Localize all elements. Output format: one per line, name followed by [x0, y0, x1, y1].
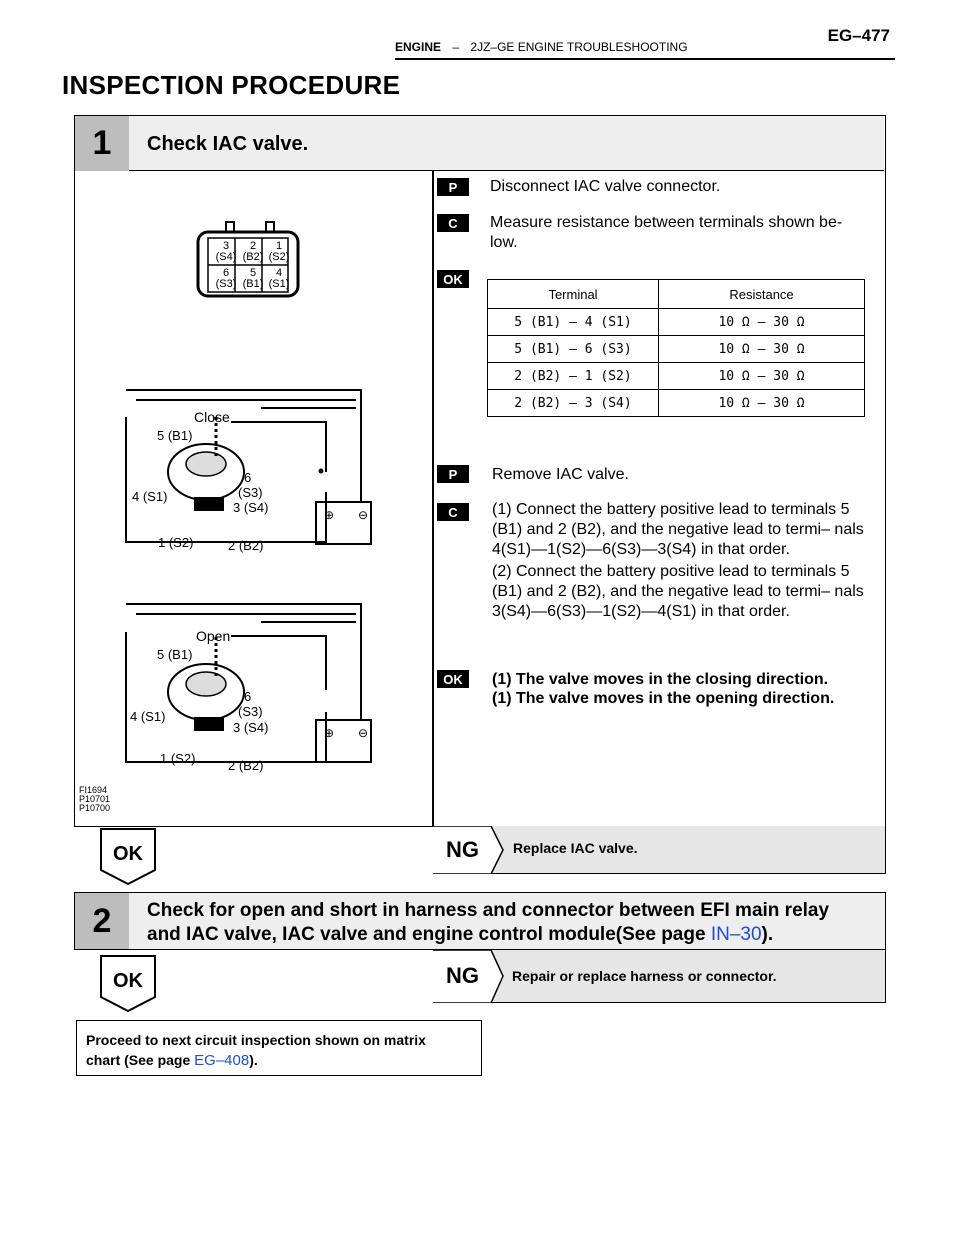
header-rule [395, 58, 895, 60]
table-row [488, 336, 865, 363]
step2-title [147, 899, 882, 947]
p2-text: Remove IAC valve. [492, 466, 629, 483]
tag-p-2: P [437, 465, 469, 483]
open-pin-b2: 2 (B2) [228, 758, 264, 773]
step1-number: 1 [75, 116, 129, 171]
conn-label-s1: 4 (S1) [268, 267, 290, 290]
running-header [395, 40, 688, 54]
c1-text: Measure resistance between terminals shown be- low. [490, 214, 843, 251]
table-cell: 10 Ω — 30 Ω [659, 309, 865, 336]
svg-text:⊕: ⊕ [323, 508, 335, 522]
step2-title-end: ). [761, 924, 774, 945]
tag-c-2: C [437, 503, 469, 521]
table-header-resistance: Resistance [659, 280, 865, 309]
table-row [488, 390, 865, 417]
close-pin-b2: 2 (B2) [228, 538, 264, 553]
ok2-item1: (1) The valve moves in the closing direction. [492, 671, 829, 688]
page-title: INSPECTION PROCEDURE [62, 70, 401, 100]
tag-ok-1: OK [437, 270, 469, 288]
ng-action-1: Replace IAC valve. [513, 840, 638, 856]
close-pin-6: 6 [244, 470, 252, 485]
close-pin-b1: 5 (B1) [157, 428, 193, 443]
conn-label-b2: 2 (B2) [242, 240, 264, 263]
ng-label-2: NG [446, 963, 479, 988]
tag-c-1: C [437, 214, 469, 232]
close-pin-s4: 3 (S4) [233, 500, 269, 515]
close-diagram [126, 390, 371, 544]
tag-p-1: P [437, 178, 469, 196]
table-cell: 10 Ω — 30 Ω [659, 363, 865, 390]
p1-text: Disconnect IAC valve connector. [490, 178, 721, 195]
ng-action-2: Repair or replace harness or connector. [512, 968, 777, 984]
open-diagram [126, 604, 371, 762]
open-label: Open [196, 628, 231, 644]
close-pin-s2: 1 (S2) [158, 535, 194, 550]
c2-item2: (2) Connect the battery positive lead to terminals 5 (B1) and 2 (B2), and the negative lead to termi– nals 3(S4)—6(S3)—1(S2)—4(S1) in that order. [492, 563, 864, 620]
page-number: EG–477 [827, 26, 890, 45]
open-pin-s1: 4 (S1) [130, 709, 166, 724]
table-row [488, 363, 865, 390]
final-link[interactable]: EG–408 [194, 1052, 250, 1069]
header-section: ENGINE [395, 40, 442, 54]
open-pin-6: 6 [244, 689, 252, 704]
table-header-row [488, 280, 865, 309]
ng-label-1: NG [446, 837, 479, 862]
open-pin-s2: 1 (S2) [160, 751, 196, 766]
resistance-table [487, 279, 865, 417]
figure-code-2: P10701 [79, 794, 111, 804]
step2-number: 2 [75, 893, 129, 949]
conn-label-s4: 3 (S4) [215, 240, 237, 263]
step2-link[interactable]: IN–30 [710, 924, 762, 945]
table-cell: 2 (B2) — 1 (S2) [488, 363, 659, 390]
table-cell: 2 (B2) — 3 (S4) [488, 390, 659, 417]
figure-code-3: P10700 [79, 803, 111, 813]
conn-label-b1: 5 (B1) [242, 267, 264, 290]
conn-label-s3: 6 (S3) [215, 267, 237, 290]
close-pin-s1: 4 (S1) [132, 489, 168, 504]
ok-label-2: OK [113, 970, 143, 992]
final-line2-start: chart (See page [86, 1052, 195, 1068]
header-separator: – [452, 40, 460, 54]
step1-divider [432, 171, 434, 826]
table-row [488, 309, 865, 336]
step2-title-line2: and IAC valve, IAC valve and engine control module(See page [147, 924, 711, 945]
figure-code-1: FI1694 [79, 785, 108, 795]
svg-text:⊖: ⊖ [357, 508, 369, 522]
svg-text:⊖: ⊖ [357, 726, 369, 740]
tag-ok-2: OK [437, 670, 469, 688]
ok-label-1: OK [113, 843, 143, 865]
final-text [86, 1030, 426, 1071]
ok2-item2: (1) The valve moves in the opening direction. [492, 690, 835, 707]
close-pin-s3: (S3) [238, 485, 263, 500]
step1-title: Check IAC valve. [147, 133, 309, 155]
open-pin-s3: (S3) [238, 704, 263, 719]
table-header-terminal: Terminal [488, 280, 659, 309]
c2-item1: (1) Connect the battery positive lead to terminals 5 (B1) and 2 (B2), and the negative lead to termi– nals 4(S1)—1(S2)—6(S3)—3(S4) in that order. [492, 501, 864, 558]
header-subsection: 2JZ–GE ENGINE TROUBLESHOOTING [470, 40, 688, 54]
final-line2-end: ). [249, 1052, 258, 1068]
table-cell: 10 Ω — 30 Ω [659, 390, 865, 417]
open-pin-b1: 5 (B1) [157, 647, 193, 662]
step2-title-line1: Check for open and short in harness and connector between EFI main relay [147, 900, 830, 921]
final-line1: Proceed to next circuit inspection shown on matrix [86, 1032, 426, 1048]
open-pin-s4: 3 (S4) [233, 720, 269, 735]
close-label: Close [194, 409, 230, 425]
conn-label-s2: 1 (S2) [268, 240, 290, 263]
svg-text:⊕: ⊕ [323, 726, 335, 740]
table-cell: 5 (B1) — 4 (S1) [488, 309, 659, 336]
table-cell: 5 (B1) — 6 (S3) [488, 336, 659, 363]
table-cell: 10 Ω — 30 Ω [659, 336, 865, 363]
